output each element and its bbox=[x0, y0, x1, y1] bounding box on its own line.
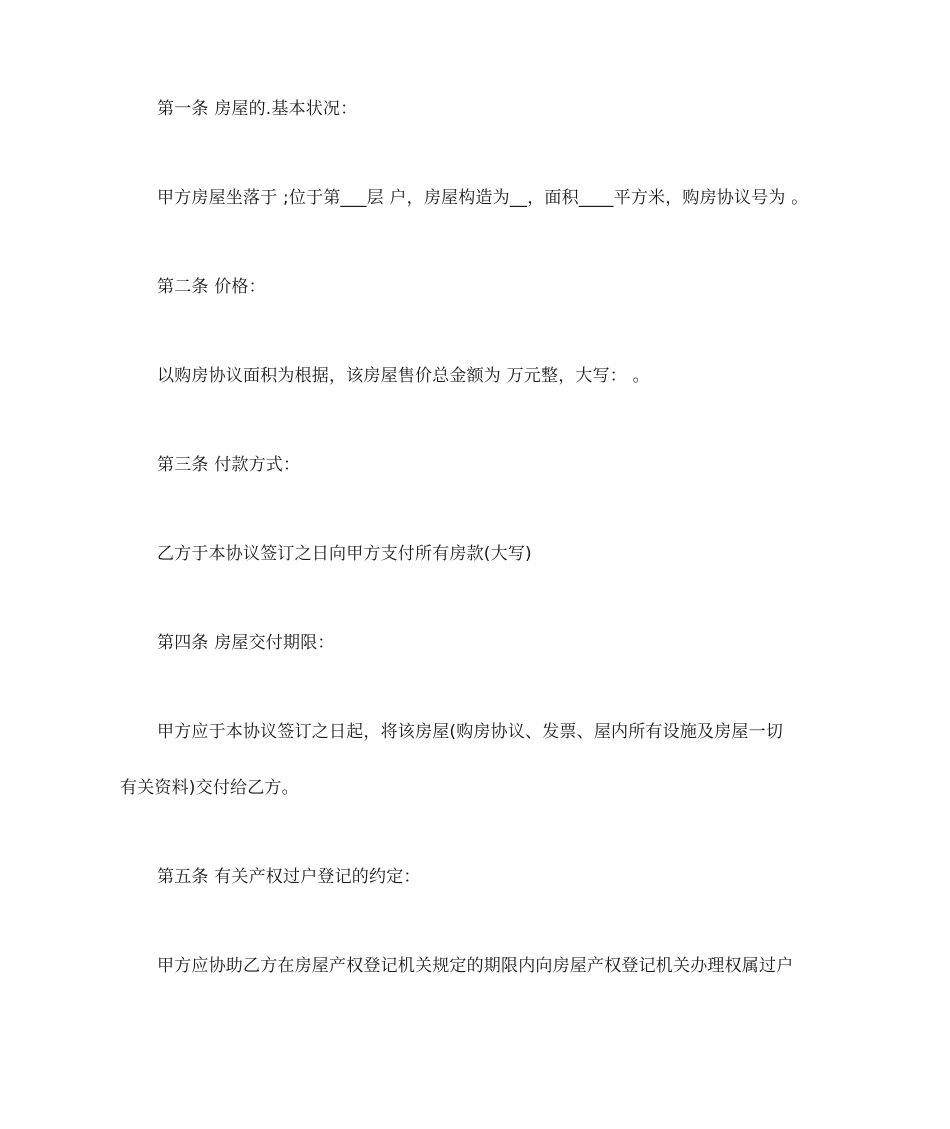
article-4-heading: 第四条 房屋交付期限： bbox=[157, 633, 335, 653]
article-2-heading: 第二条 价格： bbox=[157, 277, 266, 297]
article-4-body-line-1: 甲方应于本协议签订之日起，将该房屋(购房协议、发票、屋内所有设施及房屋一切 bbox=[157, 722, 784, 742]
article-1-body: 甲方房屋坐落于 ;位于第___层 户，房屋构造为__，面积____平方米，购房协议号为 。 bbox=[157, 188, 809, 208]
article-1-heading: 第一条 房屋的.基本状况： bbox=[157, 99, 358, 119]
article-3-heading: 第三条 付款方式： bbox=[157, 455, 301, 475]
article-5-body: 甲方应协助乙方在房屋产权登记机关规定的期限内向房屋产权登记机关办理权属过户 bbox=[157, 956, 794, 976]
article-2-body: 以购房协议面积为根据，该房屋售价总金额为 万元整，大写： 。 bbox=[157, 366, 650, 386]
article-5-heading: 第五条 有关产权过户登记的约定： bbox=[157, 867, 421, 887]
article-4-body-line-2: 有关资料)交付给乙方。 bbox=[120, 778, 299, 798]
article-3-body: 乙方于本协议签订之日向甲方支付所有房款(大写) bbox=[157, 544, 532, 564]
